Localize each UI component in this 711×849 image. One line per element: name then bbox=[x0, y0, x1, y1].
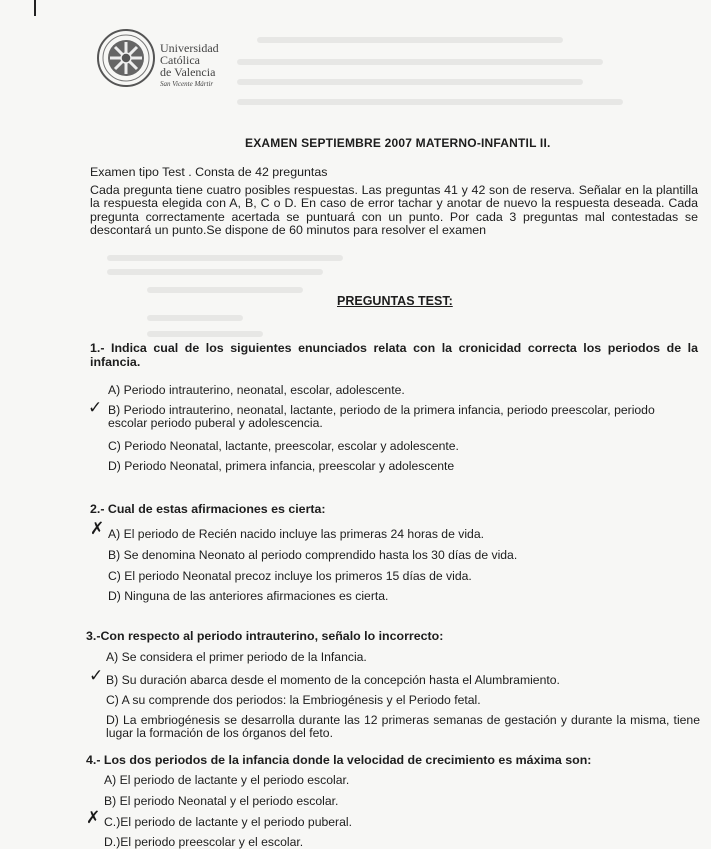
question-2-option-c: C) El periodo Neonatal precoz incluye los primeros 15 días de vida. bbox=[108, 569, 472, 583]
question-3: 3.-Con respecto al periodo intrauterino, señalo lo incorrecto: bbox=[86, 629, 444, 643]
question-2-option-d: D) Ninguna de las anteriores afirmaciones es cierta. bbox=[108, 589, 389, 603]
page-edge-mark bbox=[34, 0, 36, 16]
university-name-line: de Valencia bbox=[160, 65, 216, 79]
question-1-option-a: A) Periodo intrauterino, neonatal, escolar, adolescente. bbox=[108, 383, 405, 397]
question-4-option-d: D.)El periodo preescolar y el escolar. bbox=[104, 835, 304, 849]
exam-title: EXAMEN SEPTIEMBRE 2007 MATERNO-INFANTIL II. bbox=[245, 136, 551, 150]
question-1-option-c: C) Periodo Neonatal, lactante, preescolar, escolar y adolescente. bbox=[108, 439, 459, 453]
university-name bbox=[160, 42, 219, 90]
question-3-option-a: A) Se considera el primer periodo de la Infancia. bbox=[106, 650, 367, 664]
cross-mark-icon: ✗ bbox=[90, 519, 105, 539]
exam-type-line: Examen tipo Test . Consta de 42 preguntas bbox=[90, 165, 328, 179]
university-subtitle: San Vicente Mártir bbox=[160, 80, 214, 88]
check-mark-icon: ✓ bbox=[88, 398, 103, 418]
cross-mark-icon: ✗ bbox=[86, 808, 101, 828]
question-2: 2.- Cual de estas afirmaciones es cierta: bbox=[90, 502, 326, 516]
question-4-option-c: C.)El periodo de lactante y el periodo puberal. bbox=[104, 815, 352, 829]
question-3-option-c: C) A su comprende dos periodos: la Embriogénesis y el Periodo fetal. bbox=[106, 693, 481, 707]
question-2-option-b: B) Se denomina Neonato al periodo comprendido hasta los 30 días de vida. bbox=[108, 548, 518, 562]
question-1-option-b: B) Periodo intrauterino, neonatal, lactante, periodo de la primera infancia, periodo preescolar, periodo escolar periodo puberal y adolescencia. bbox=[108, 403, 655, 431]
question-3-option-b: B) Su duración abarca desde el momento de la concepción hasta el Alumbramiento. bbox=[106, 673, 560, 687]
section-title: PREGUNTAS TEST: bbox=[337, 294, 453, 308]
question-3-option-d: D) La embriogénesis se desarrolla durante las 12 primeras semanas de gestación y durante la misma, tiene lugar la formación de los órganos del feto. bbox=[106, 713, 700, 741]
university-seal-icon bbox=[96, 28, 156, 88]
check-mark-icon: ✓ bbox=[89, 666, 104, 686]
instructions-paragraph: Cada pregunta tiene cuatro posibles respuestas. Las preguntas 41 y 42 son de reserva. Señalar en la plantilla la respuesta elegida con A, B, C o D. En caso de error tachar y anotar de nuevo la respuesta deseada. Cada pregunta correctamente acertada se puntuará con un punto. Por cada 3 preguntas mal contestadas se descontará un punto.Se dispone de 60 minutos para resolver el examen bbox=[90, 183, 698, 238]
university-logo bbox=[96, 28, 256, 94]
question-4: 4.- Los dos periodos de la infancia donde la velocidad de crecimiento es máxima son: bbox=[86, 753, 592, 767]
university-name-line: Católica bbox=[160, 53, 200, 67]
question-4-option-b: B) El periodo Neonatal y el periodo escolar. bbox=[104, 794, 339, 808]
question-1-option-d: D) Periodo Neonatal, primera infancia, preescolar y adolescente bbox=[108, 459, 455, 473]
question-4-option-a: A) El periodo de lactante y el periodo escolar. bbox=[104, 773, 350, 787]
question-2-option-a: A) El periodo de Recién nacido incluye las primeras 24 horas de vida. bbox=[108, 527, 484, 541]
university-name-line: Universidad bbox=[160, 41, 219, 55]
question-1: 1.- Indica cual de los siguientes enunciados relata con la cronicidad correcta los periodos de la infancia. bbox=[90, 341, 698, 369]
